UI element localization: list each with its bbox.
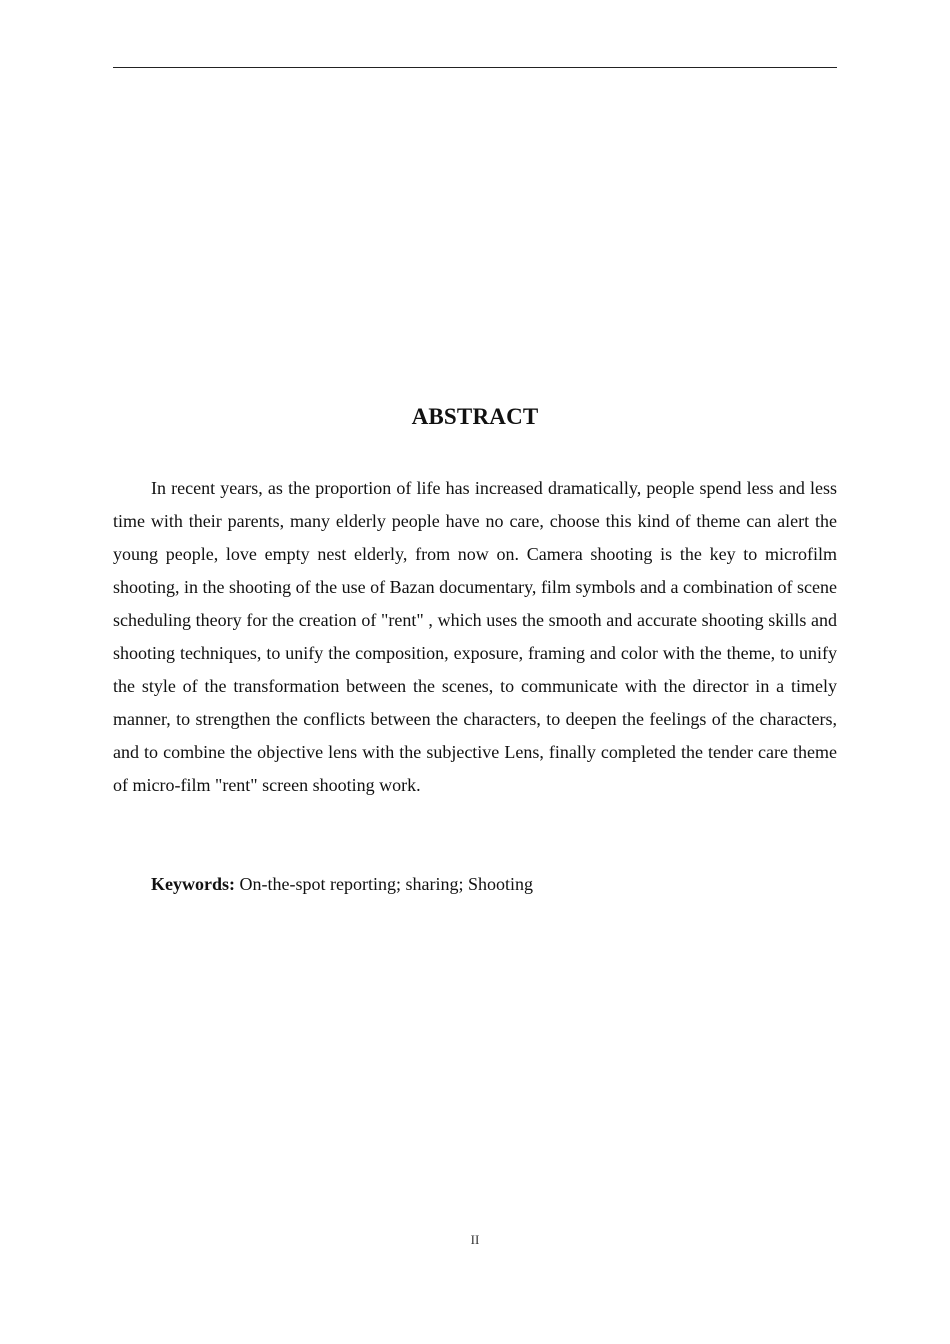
keywords-label: Keywords:	[151, 874, 235, 894]
keywords-line	[113, 868, 837, 901]
abstract-title: ABSTRACT	[411, 404, 539, 429]
page-number: II	[470, 1232, 480, 1247]
header-rule	[113, 67, 837, 68]
abstract-body: In recent years, as the proportion of life has increased dramatically, people spend less and less time with their parents, many elderly people have no care, choose this kind of theme can alert the young people, love empty nest elderly, from now on. Camera shooting is the key to microfilm shooting, in the shooting of the use of Bazan documentary, film symbols and a combination of scene scheduling theory for the creation of "rent" , which uses the smooth and accurate shooting skills and shooting techniques, to unify the composition, exposure, framing and color with the theme, to unify the style of the transformation between the scenes, to communicate with the director in a timely manner, to strengthen the conflicts between the characters, to deepen the feelings of the characters, and to combine the objective lens with the subjective Lens, finally completed the tender care theme of micro-film "rent" screen shooting work.	[113, 478, 837, 795]
keywords-value: On-the-spot reporting; sharing; Shooting	[239, 874, 533, 894]
